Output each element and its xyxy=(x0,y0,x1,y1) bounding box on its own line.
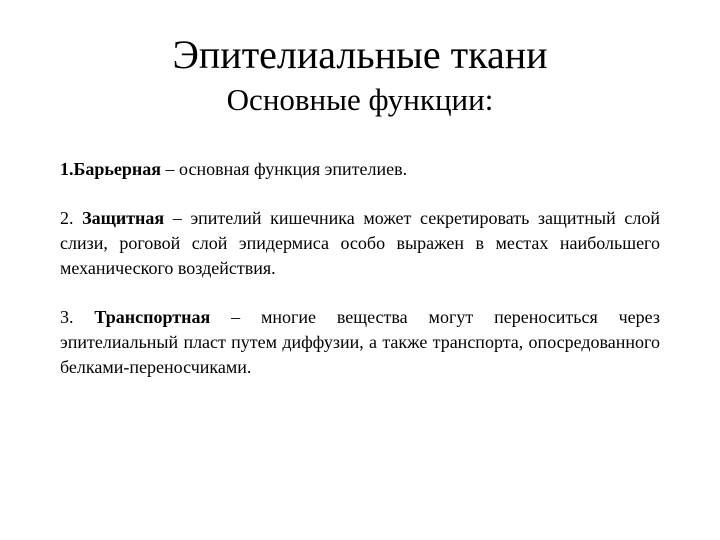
function-description: – эпителий кишечника может секретировать защитный слой слизи, роговой слой эпидермиса особо выражен в местах наибольшего механического воздействия. xyxy=(60,208,660,278)
function-term: Защитная xyxy=(82,208,165,228)
function-description: – многие вещества могут переноситься через эпителиальный пласт путем диффузии, а также транспорта, опосредованного белками-переносчиками. xyxy=(60,307,660,377)
function-description: – основная функция эпителиев. xyxy=(161,159,408,179)
functions-list xyxy=(60,157,660,404)
function-item-transport xyxy=(60,305,660,380)
function-number: 3. xyxy=(60,307,95,327)
function-term: Барьерная xyxy=(73,159,162,179)
slide-subtitle: Основные функции: xyxy=(226,82,494,117)
function-number: 2. xyxy=(60,208,83,228)
function-item-barrier xyxy=(60,157,660,182)
function-term: Транспортная xyxy=(94,307,211,327)
function-number: 1. xyxy=(60,159,74,179)
function-item-protective xyxy=(60,206,660,281)
slide-title: Эпителиальные ткани xyxy=(172,32,548,77)
